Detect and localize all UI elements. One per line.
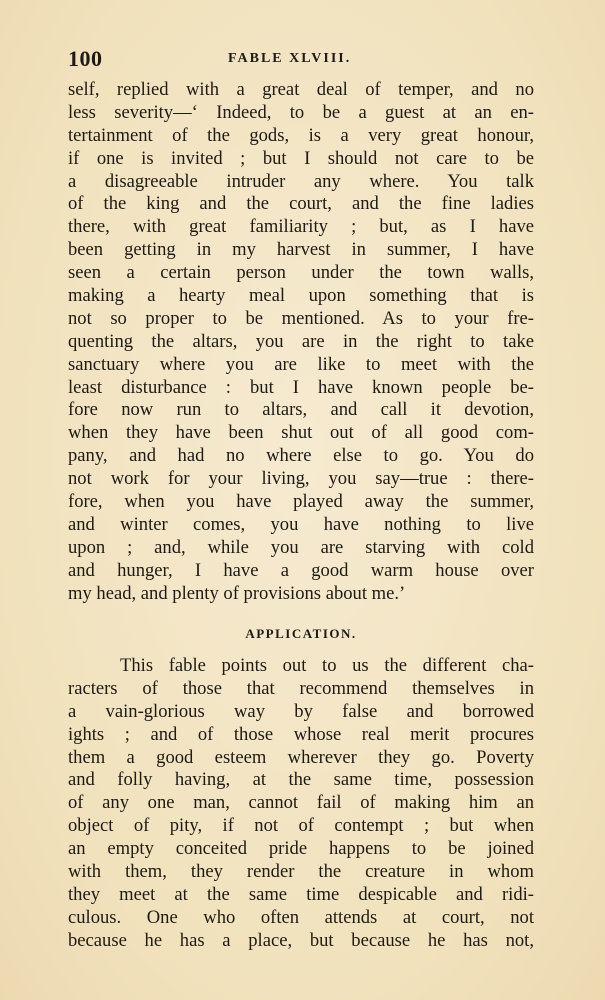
text-line: fore, when you have played away the summer,	[68, 491, 534, 513]
text-line: racters of those that recommend themselves in	[68, 677, 534, 699]
text-line: seen a certain person under the town walls,	[68, 262, 534, 284]
text-line: my head, and plenty of provisions about me.’	[68, 582, 406, 604]
text-line: This fable points out to us the different cha-	[120, 655, 534, 676]
text-line: of the king and the court, and the fine ladies	[68, 193, 534, 215]
text-line: least disturbance : but I have known people be-	[68, 376, 534, 398]
section-heading: APPLICATION.	[245, 626, 357, 641]
text-line: pany, and had no where else to go. You do	[68, 445, 534, 467]
text-line: and folly having, at the same time, possession	[68, 769, 534, 791]
running-head: FABLE XLVIII.	[228, 51, 352, 66]
text-line: self, replied with a great deal of temper, and no	[68, 79, 534, 100]
text-line: culous. One who often attends at court, not	[68, 906, 534, 928]
text-line: a vain-glorious way by false and borrowed	[68, 700, 534, 722]
text-line: because he has a place, but because he has not,	[68, 929, 534, 951]
text-line: with them, they render the creature in whom	[68, 861, 534, 883]
text-line: less severity—‘ Indeed, to be a guest at an en-	[68, 101, 534, 123]
text-line: when they have been shut out of all good com-	[68, 422, 534, 444]
text-line: fore now run to altars, and call it devotion,	[68, 399, 534, 421]
page-header	[68, 46, 534, 72]
text-line: and hunger, I have a good warm house over	[68, 559, 534, 581]
text-line: tertainment of the gods, is a very great honour,	[68, 124, 534, 146]
page-number: 100	[68, 46, 103, 71]
text-line: an empty conceited pride happens to be joined	[68, 838, 534, 860]
text-line: making a hearty meal upon something that is	[68, 285, 534, 307]
text-line: sanctuary where you are like to meet with the	[68, 353, 534, 375]
text-line: them a good esteem wherever they go. Poverty	[68, 746, 534, 768]
text-line: object of pity, if not of contempt ; but when	[68, 815, 534, 837]
text-line: not work for your living, you say—true : there-	[68, 468, 534, 490]
text-line: ights ; and of those whose real merit procures	[68, 723, 534, 745]
text-line: there, with great familiarity ; but, as I have	[68, 216, 534, 238]
text-line: upon ; and, while you are starving with cold	[68, 536, 534, 558]
text-line: not so proper to be mentioned. As to your fre-	[68, 307, 534, 329]
text-line: a disagreeable intruder any where. You talk	[68, 170, 534, 192]
fable-text	[68, 79, 534, 605]
text-line: they meet at the same time despicable and ridi-	[68, 883, 534, 905]
text-line: quenting the altars, you are in the right to take	[68, 330, 534, 352]
text-line: of any one man, cannot fail of making him an	[68, 792, 534, 814]
text-line: and winter comes, you have nothing to live	[68, 513, 534, 535]
text-line: if one is invited ; but I should not care to be	[68, 147, 534, 169]
application-text	[68, 655, 534, 953]
text-line: been getting in my harvest in summer, I have	[68, 239, 534, 261]
